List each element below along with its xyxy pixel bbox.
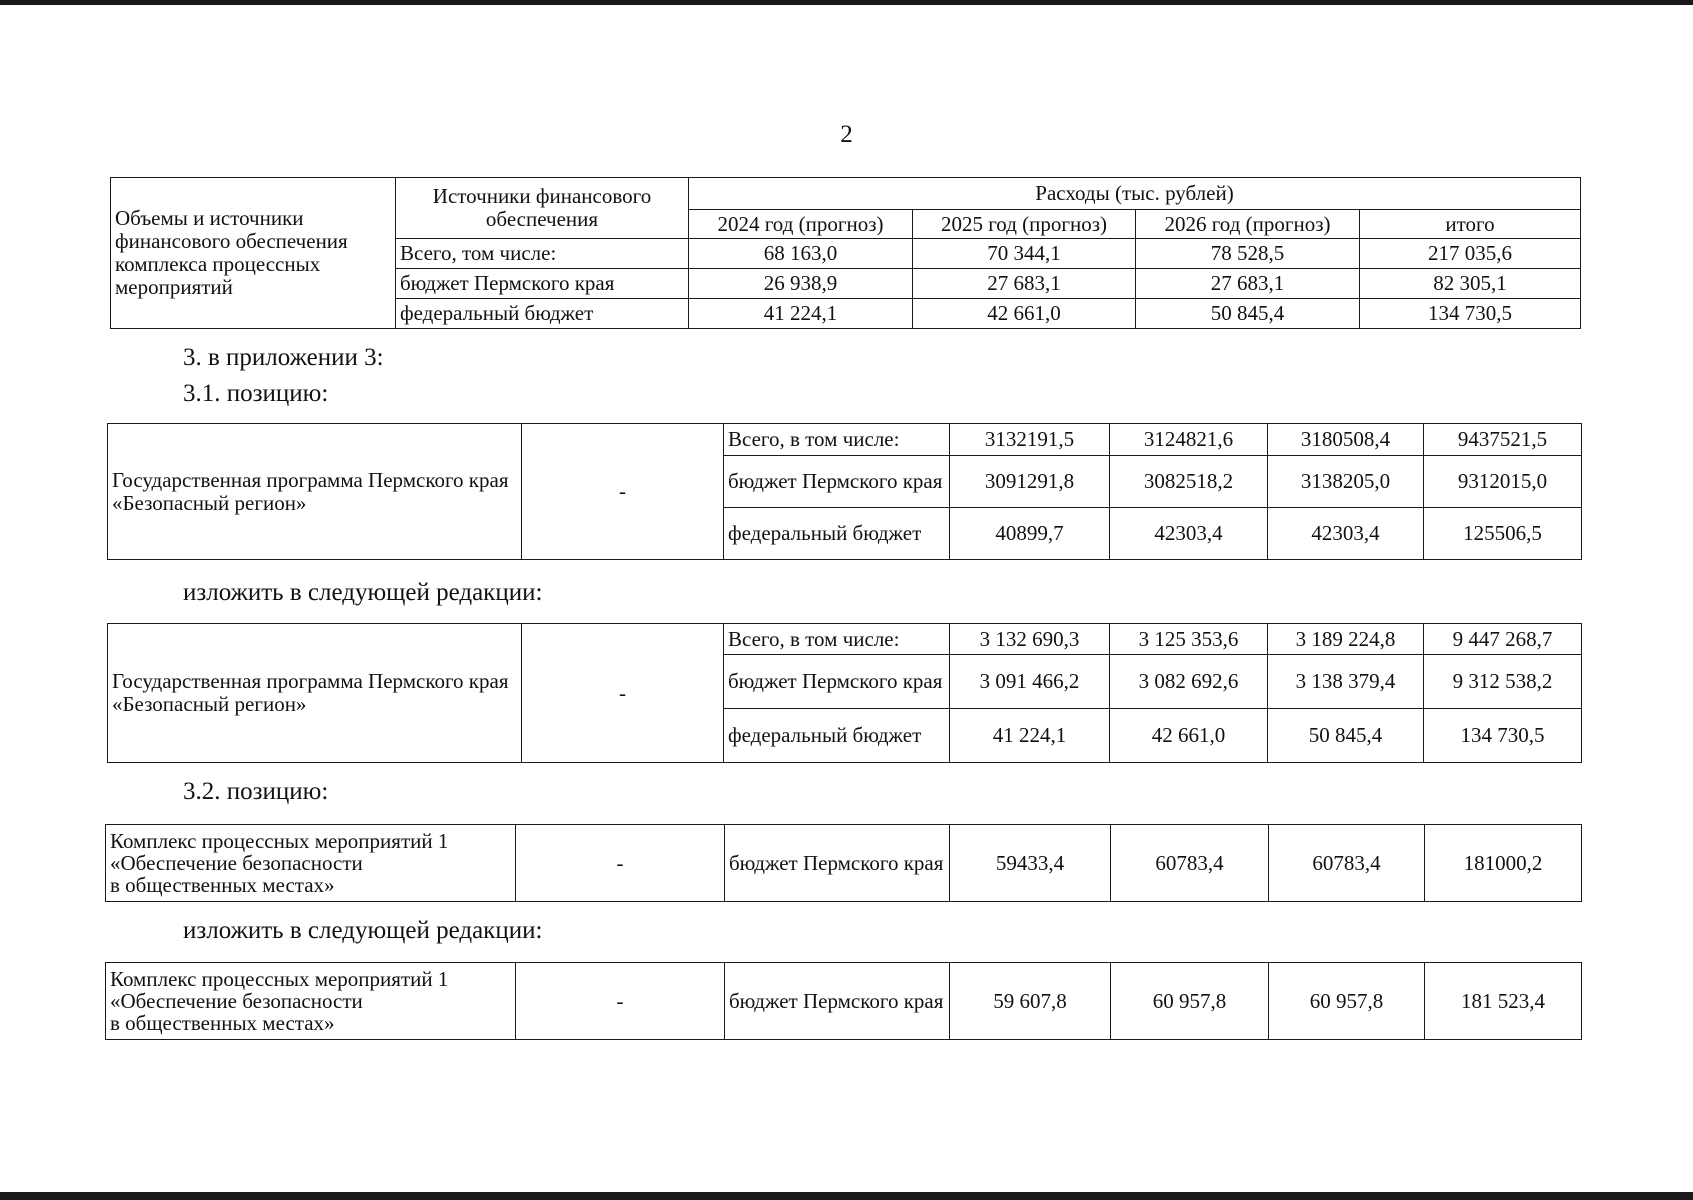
source-cell: Всего, том числе: (396, 239, 689, 269)
table-row (108, 424, 1582, 456)
complex-name-line1: Комплекс процессных мероприятий 1 (110, 967, 449, 991)
paragraph-edit-2: изложить в следующей редакции: (183, 917, 543, 944)
source-cell: Всего, в том числе: (724, 624, 950, 655)
value-cell: 60 957,8 (1269, 963, 1425, 1040)
value-cell: 60 957,8 (1111, 963, 1269, 1040)
financing-table (110, 177, 1581, 329)
total-header: итого (1360, 210, 1581, 239)
dash-cell: - (522, 424, 724, 560)
value-cell: 41 224,1 (689, 299, 913, 329)
value-cell: 60783,4 (1269, 825, 1425, 902)
source-cell: бюджет Пермского края (725, 963, 950, 1040)
value-cell: 50 845,4 (1268, 709, 1424, 763)
source-cell: бюджет Пермского края (725, 825, 950, 902)
complex-name (106, 963, 516, 1040)
value-cell: 125506,5 (1424, 508, 1582, 560)
value-cell: 42303,4 (1268, 508, 1424, 560)
expenses-header: Расходы (тыс. рублей) (689, 178, 1581, 210)
source-cell: бюджет Пермского края (396, 269, 689, 299)
complex-name-line3: в общественных местах» (110, 873, 335, 897)
dash-cell: - (516, 825, 725, 902)
value-cell: 3082518,2 (1110, 456, 1268, 508)
value-cell: 59 607,8 (950, 963, 1111, 1040)
value-cell: 3138205,0 (1268, 456, 1424, 508)
scan-bottom-border (0, 1192, 1693, 1200)
value-cell: 3 132 690,3 (950, 624, 1110, 655)
value-cell: 59433,4 (950, 825, 1111, 902)
program-table-old (107, 423, 1582, 560)
value-cell: 40899,7 (950, 508, 1110, 560)
paragraph-3-1: 3.1. позицию: (183, 380, 329, 407)
value-cell: 41 224,1 (950, 709, 1110, 763)
value-cell: 3 189 224,8 (1268, 624, 1424, 655)
paragraph-appendix-3: 3. в приложении 3: (183, 344, 384, 371)
value-cell: 27 683,1 (1136, 269, 1360, 299)
source-cell: Всего, в том числе: (724, 424, 950, 456)
source-cell: федеральный бюджет (396, 299, 689, 329)
complex-table-new (105, 962, 1582, 1040)
value-cell: 78 528,5 (1136, 239, 1360, 269)
value-cell: 60783,4 (1111, 825, 1269, 902)
year-header: 2024 год (прогноз) (689, 210, 913, 239)
paragraph-3-2: 3.2. позицию: (183, 778, 329, 805)
value-cell: 3180508,4 (1268, 424, 1424, 456)
value-cell: 3124821,6 (1110, 424, 1268, 456)
value-cell: 9312015,0 (1424, 456, 1582, 508)
value-cell: 3 138 379,4 (1268, 655, 1424, 709)
value-cell: 3 125 353,6 (1110, 624, 1268, 655)
program-table-new (107, 623, 1582, 763)
complex-name-line1: Комплекс процессных мероприятий 1 (110, 829, 449, 853)
complex-name (106, 825, 516, 902)
year-header: 2026 год (прогноз) (1136, 210, 1360, 239)
source-cell: федеральный бюджет (724, 508, 950, 560)
value-cell: 68 163,0 (689, 239, 913, 269)
complex-name-line2: «Обеспечение безопасности (110, 989, 363, 1013)
value-cell: 3091291,8 (950, 456, 1110, 508)
value-cell: 26 938,9 (689, 269, 913, 299)
table-row (106, 963, 1582, 1040)
complex-name-line3: в общественных местах» (110, 1011, 335, 1035)
value-cell: 3132191,5 (950, 424, 1110, 456)
complex-name-line2: «Обеспечение безопасности (110, 851, 363, 875)
source-cell: бюджет Пермского края (724, 456, 950, 508)
value-cell: 181 523,4 (1425, 963, 1582, 1040)
year-header: 2025 год (прогноз) (913, 210, 1136, 239)
value-cell: 82 305,1 (1360, 269, 1581, 299)
program-name: Государственная программа Пермского края «Безопасный регион» (108, 424, 522, 560)
value-cell: 181000,2 (1425, 825, 1582, 902)
value-cell: 42 661,0 (1110, 709, 1268, 763)
program-name: Государственная программа Пермского края «Безопасный регион» (108, 624, 522, 763)
page-number: 2 (840, 121, 853, 148)
value-cell: 9 447 268,7 (1424, 624, 1582, 655)
value-cell: 9437521,5 (1424, 424, 1582, 456)
value-cell: 217 035,6 (1360, 239, 1581, 269)
value-cell: 70 344,1 (913, 239, 1136, 269)
dash-cell: - (522, 624, 724, 763)
value-cell: 134 730,5 (1424, 709, 1582, 763)
value-cell: 42303,4 (1110, 508, 1268, 560)
table-row (108, 624, 1582, 655)
value-cell: 134 730,5 (1360, 299, 1581, 329)
source-cell: федеральный бюджет (724, 709, 950, 763)
financing-row-header: Объемы и источники финансового обеспечения комплекса процессных мероприятий (111, 178, 396, 329)
value-cell: 50 845,4 (1136, 299, 1360, 329)
value-cell: 27 683,1 (913, 269, 1136, 299)
value-cell: 9 312 538,2 (1424, 655, 1582, 709)
scan-top-border (0, 0, 1693, 5)
value-cell: 42 661,0 (913, 299, 1136, 329)
source-cell: бюджет Пермского края (724, 655, 950, 709)
dash-cell: - (516, 963, 725, 1040)
value-cell: 3 091 466,2 (950, 655, 1110, 709)
sources-header: Источники финансового обеспечения (396, 178, 689, 239)
table-row (106, 825, 1582, 902)
value-cell: 3 082 692,6 (1110, 655, 1268, 709)
complex-table-old (105, 824, 1582, 902)
paragraph-edit-1: изложить в следующей редакции: (183, 579, 543, 606)
